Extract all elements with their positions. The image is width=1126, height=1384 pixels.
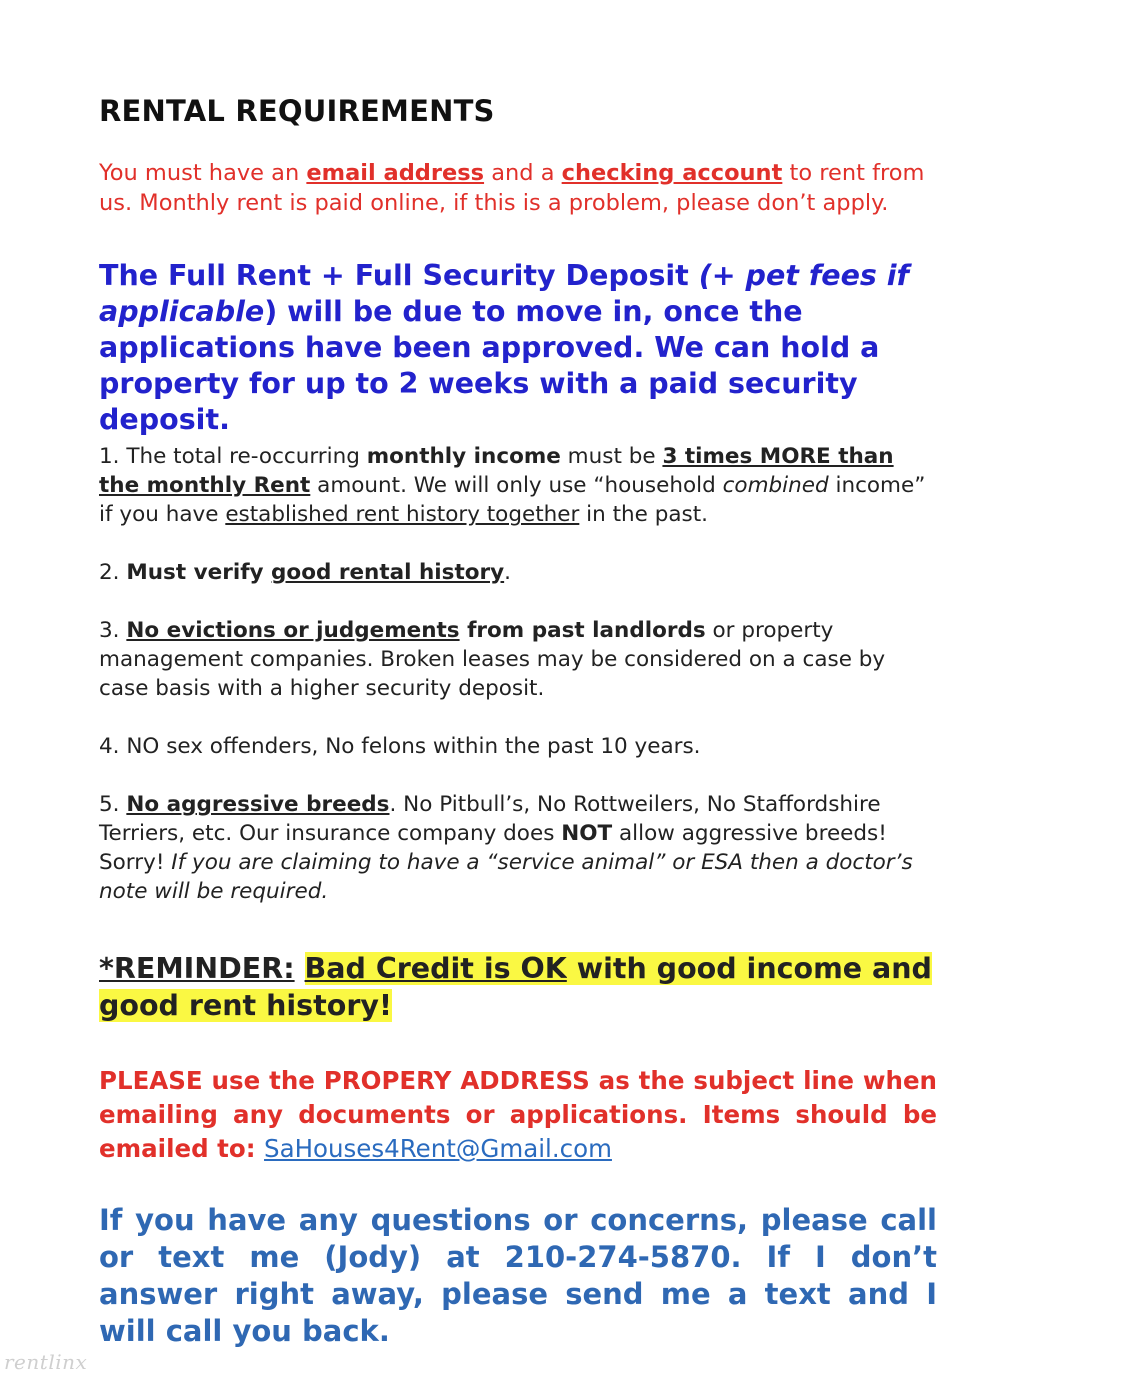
rent-history-together-underlined: established rent history together	[225, 502, 580, 527]
intro-paragraph	[99, 158, 949, 218]
item-1-text-3: amount. We will only use “household	[310, 473, 723, 498]
deposit-paragraph	[99, 258, 939, 438]
item-5-text-2: allow aggressive breeds! Sorry!	[99, 821, 887, 875]
good-rental-history-bold: good rental history	[271, 560, 505, 585]
no-aggressive-breeds-bold: No aggressive breeds	[126, 792, 390, 817]
contact-paragraph: If you have any questions or concerns, please call or text me (Jody) at 210-274-5870. If I don’t answer right away, please send me a text and I will call you back.	[99, 1203, 937, 1348]
item-5-number: 5.	[99, 792, 127, 817]
past-landlords-bold: from past landlords	[459, 618, 706, 643]
item-2-period: .	[504, 560, 511, 585]
email-link[interactable]: SaHouses4Rent@Gmail.com	[264, 1134, 612, 1163]
item-2-number: 2.	[99, 560, 127, 585]
requirement-item-5	[99, 790, 939, 906]
no-evictions-bold: No evictions or judgements	[126, 618, 460, 643]
requirement-item-1	[99, 442, 939, 529]
good-income-highlight: with good income and good rent history!	[99, 952, 932, 1022]
item-5-text: . No Pitbull’s, No Rottweilers, No Staffordshire Terriers, etc. Our insurance company does	[99, 792, 881, 846]
item-1-text-4: income” if you have	[99, 473, 926, 527]
intro-text-2: and a	[484, 160, 562, 186]
deposit-text-1: The Full Rent + Full Security Deposit	[99, 259, 699, 292]
must-verify-bold: Must verify	[126, 560, 272, 585]
bad-credit-highlight: Bad Credit is OK	[304, 952, 567, 985]
deposit-text-2: ) will be due to move in, once the applications have been approved. We can hold a property for up to 2 weeks with a paid security deposit.	[99, 295, 880, 436]
requirement-item-4: 4. NO sex offenders, No felons within the past 10 years.	[99, 734, 701, 759]
not-bold: NOT	[561, 821, 613, 846]
rentlinx-watermark: rentlinx	[4, 1350, 88, 1374]
bad-credit-reminder	[99, 950, 939, 1024]
three-times-rent-bold: 3 times MORE than the monthly Rent	[99, 444, 894, 498]
intro-text-1: You must have an	[99, 160, 307, 186]
email-address-emphasis: email address	[306, 160, 485, 186]
intro-text-3: to rent from us. Monthly rent is paid online, if this is a problem, please don’t apply.	[99, 160, 925, 216]
subject-line-note	[99, 1064, 937, 1166]
requirement-item-2	[99, 558, 939, 587]
item-3-text: or property management companies. Broken leases may be considered on a case by case basis with a higher security deposit.	[99, 618, 886, 701]
requirement-item-3	[99, 616, 939, 703]
item-1-text: 1. The total re-occurring	[99, 444, 367, 469]
page-title: RENTAL REQUIREMENTS	[99, 94, 495, 128]
monthly-income-bold: monthly income	[366, 444, 561, 469]
item-1-text-2: must be	[560, 444, 663, 469]
item-3-number: 3.	[99, 618, 127, 643]
checking-account-emphasis: checking account	[561, 160, 783, 186]
combined-italic: combined	[722, 473, 829, 498]
reminder-space	[295, 952, 305, 985]
pet-fees-note: (+ pet fees if applicable	[99, 259, 909, 328]
subject-line-text: PLEASE use the PROPERY ADDRESS as the subject line when emailing any documents or applications. Items should be emailed to:	[99, 1066, 937, 1163]
service-animal-note: If you are claiming to have a “service animal” or ESA then a doctor’s note will be required.	[99, 850, 913, 904]
item-1-text-5: in the past.	[579, 502, 709, 527]
reminder-label: *REMINDER:	[99, 952, 295, 985]
